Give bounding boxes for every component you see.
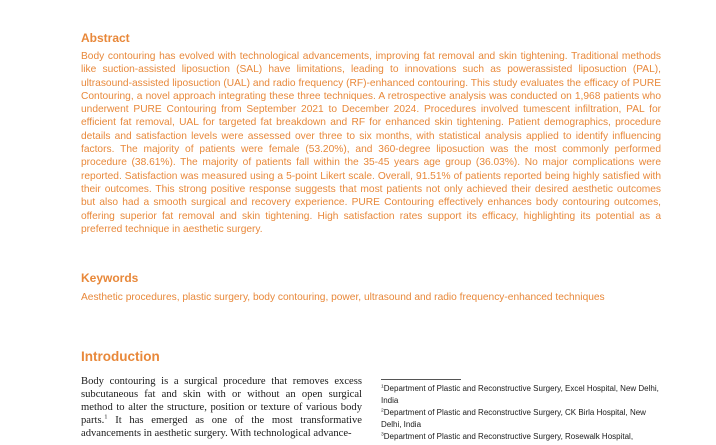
footnote-text: Department of Plastic and Reconstructive Surgery, CK Birla Hospital, New Delhi, India [381, 408, 646, 429]
keywords-heading: Keywords [81, 271, 139, 285]
abstract-heading: Abstract [81, 31, 130, 45]
keywords-text: Aesthetic procedures, plastic surgery, body contouring, power, ultrasound and radio frequency-enhanced techniques [81, 292, 605, 303]
footnote-item [381, 383, 663, 407]
footnote-marker: 3 [381, 432, 384, 438]
introduction-heading: Introduction [81, 349, 160, 364]
footnote-divider [381, 379, 461, 380]
reference-marker[interactable]: 1 [104, 413, 108, 421]
footnote-text: Department of Plastic and Reconstructive Surgery, Excel Hospital, New Delhi, India [381, 384, 659, 405]
introduction-text-part1: Body contouring is a surgical procedure that removes excess subcutaneous fat and skin with or without an open surgical method to alter the structure, position or texture of various body parts. [81, 376, 362, 427]
footnote-item [381, 407, 663, 431]
introduction-text [81, 375, 362, 440]
introduction-text-part2: It has emerged as one of the most transformative advancements in aesthetic surgery. With technological advance- [81, 415, 362, 440]
footnote-marker: 1 [381, 384, 384, 390]
footnote-text: Department of Plastic and Reconstructive Surgery, Rosewalk Hospital, [383, 432, 634, 441]
abstract-text: Body contouring has evolved with technological advancements, improving fat removal and skin tightening. Traditional methods like suction-assisted liposuction (SAL) have limitations, leading to innovations such as powerassisted liposuction (PAL), ultrasound-assisted liposuction (UAL) and radio frequency (RF)-enhanced contouring. This study evaluates the efficacy of PURE Contouring, a novel approach integrating these three techniques. A retrospective analysis was conducted on 1,968 patients who underwent PURE Contouring from September 2021 to December 2024. Procedures involved tumescent infiltration, PAL for efficient fat removal, UAL for targeted fat breakdown and RF for enhanced skin tightening. Patient demographics, procedure details and satisfaction levels were assessed over three to six months, with statistical analysis applied to identify influencing factors. The majority of patients were female (53.20%), and 360-degree liposuction was the most commonly performed procedure (38.61%). The majority of patients fall within the 35-45 years age group (36.03%). No major complications were reported. Satisfaction was measured using a 5-point Likert scale. Overall, 91.51% of patients reported being highly satisfied with their outcomes. This strong positive response suggests that most patients not only achieved their desired aesthetic outcomes but also had a smooth surgical and recovery experience. PURE Contouring effectively enhances body contouring outcomes, offering superior fat removal and skin tightening. High satisfaction rates support its efficacy, highlighting its potential as a preferred technique in aesthetic surgery. [81, 51, 661, 235]
footnote-item [381, 431, 663, 443]
affiliation-footnotes [381, 383, 663, 443]
footnote-marker: 2 [381, 408, 384, 414]
